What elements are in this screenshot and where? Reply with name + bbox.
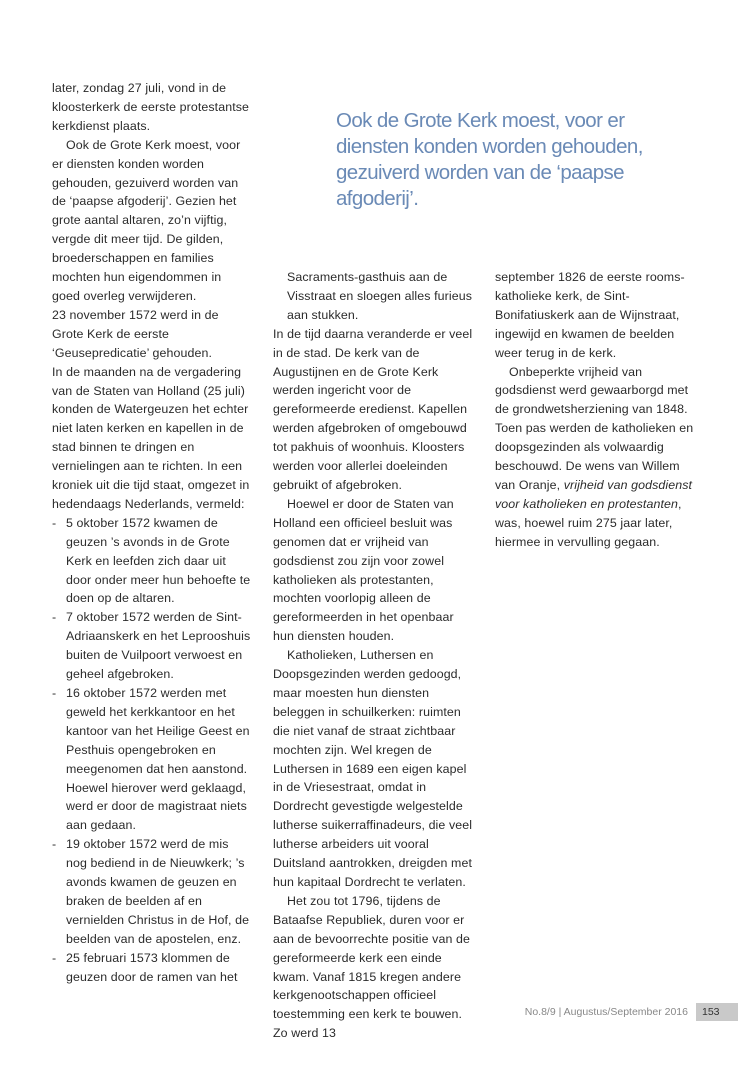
text-column-1 <box>52 79 252 987</box>
paragraph: september 1826 de eerste rooms-katholieke kerk, de Sint-Bonifatiuskerk aan de Wijnstraat, ingewijd en kwamen de beelden weer terug in de kerk. <box>495 270 685 360</box>
list-dash: - <box>52 686 57 700</box>
paragraph: In de tijd daarna veranderde er veel in de stad. De kerk van de Augustijnen en de Grote Kerk werden ingericht voor de gereformeerde eredienst. Kapellen werden afgebroken of omgebouwd tot pakhuis of woonhuis. Kloosters werden voor allerlei doeleinden gebruikt of afgebroken. <box>273 326 473 492</box>
italic-quote: vrijheid van godsdienst voor katholieken en protestanten <box>495 477 693 511</box>
paragraph: Onbeperkte vrijheid van godsdienst werd gewaarborgd met de grondwetsherziening van 1848. <box>495 364 689 417</box>
paragraph: Ook de Grote Kerk moest, voor er diensten konden worden gehouden, gezuiverd worden van de ‘paapse afgoderij’. Gezien het grote aantal altaren, zo’n vijftig, vergde dit meer tijd. De gilden, broederschappen en families mochten hun eigendommen in goed overleg verwijderen. <box>52 137 241 303</box>
paragraph <box>495 419 700 551</box>
list-item-text: 5 oktober 1572 kwamen de geuzen ’s avonds in de Grote Kerk en leefden zich daar uit door onder meer hun behoefte te doen op de altaren. <box>66 515 251 606</box>
text-run: , was, hoewel ruim 275 jaar later, hiermee in vervulling gegaan. <box>495 496 682 549</box>
paragraph: Het zou tot 1796, tijdens de Bataafse Republiek, duren voor er aan de bevoorrechte positie van de gereformeerde kerk een einde kwam. Vanaf 1815 kregen andere kerkgenootschappen officieel toestemming een kerk te bouwen. Zo werd 13 <box>273 893 470 1041</box>
list-item <box>52 514 252 609</box>
paragraph: Hoewel er door de Staten van Holland een officieel besluit was genomen dat er vrijheid van godsdienst zou zijn voor zowel katholieken als protestanten, mochten voorlopig alleen de gereformeerden in het openbaar hun diensten houden. <box>273 496 454 644</box>
page-number: 153 <box>696 1003 738 1021</box>
text-column-3 <box>495 268 700 552</box>
paragraph: later, zondag 27 juli, vond in de kloosterkerk de eerste protestantse kerkdienst plaats. <box>52 81 250 133</box>
list-item <box>52 684 252 835</box>
list-item-text: 19 oktober 1572 werd de mis nog bediend in de Nieuwkerk; ’s avonds kwamen de geuzen en braken de beelden af en vernielden Christus in de Hof, de beelden van de apostelen, enz. <box>66 837 250 946</box>
text-run: Toen pas werden de katholieken en doopsgezinden als volwaardig beschouwd. De wens van Willem van Oranje, <box>495 421 694 492</box>
pull-quote: Ook de Grote Kerk moest, voor er diensten konden worden gehouden, gezuiverd worden van de ‘paapse afgoderij’. <box>336 109 643 210</box>
list-dash: - <box>52 950 57 965</box>
issue-info: No.8/9 | Augustus/September 2016 <box>524 1006 688 1018</box>
list-item <box>52 835 252 948</box>
list-item-text: 16 oktober 1572 werden met geweld het kerkkantoor en het kantoor van het Heilige Geest en Pesthuis opengebroken en meegenomen dat hen aanstond. Hoewel hierover werd geklaagd, werd er door de magistraat niets aan gedaan. <box>66 686 250 833</box>
paragraph: 23 november 1572 werd in de Grote Kerk de eerste ‘Geusepredicatie’ gehouden. <box>52 307 219 360</box>
paragraph: Sacraments-gasthuis aan de Visstraat en sloegen alles furieus aan stukken. <box>287 270 473 322</box>
text-column-2 <box>273 268 478 1043</box>
paragraph: In de maanden na de vergadering van de Staten van Holland (25 juli) konden de Watergeuzen het echter niet laten kerken en kapellen in de stad binnen te dringen en vernielingen aan te richten. In een kroniek uit die tijd staat, omgezet in hedendaags Nederlands, vermeld: <box>52 364 250 511</box>
list-item-text: 25 februari 1573 klommen de geuzen door de ramen van het <box>66 950 238 984</box>
paragraph: Katholieken, Luthersen en Doopsgezinden werden gedoogd, maar moesten hun diensten beleggen in schuilkerken: ruimten die niet vanaf de straat zichtbaar mochten zijn. Wel kregen de Luthersen in 1689 een eigen kapel in de Vriesestraat, omdat in Dordrecht gevestigde welgestelde lutherse suikerraffinadeurs, die veel lutherse arbeiders uit vooral Duitsland aantrokken, dreigden met hun kapitaal Dordrecht te verlaten. <box>273 648 473 889</box>
list-item-text: 7 oktober 1572 werden de Sint-Adriaanskerk en het Leprooshuis buiten de Vuilpoort verwoest en geheel afgebroken. <box>66 610 251 682</box>
list-item <box>52 949 252 987</box>
list-item <box>52 608 252 684</box>
list-dash: - <box>52 610 57 625</box>
list-dash: - <box>52 515 57 530</box>
list-dash: - <box>52 837 57 852</box>
